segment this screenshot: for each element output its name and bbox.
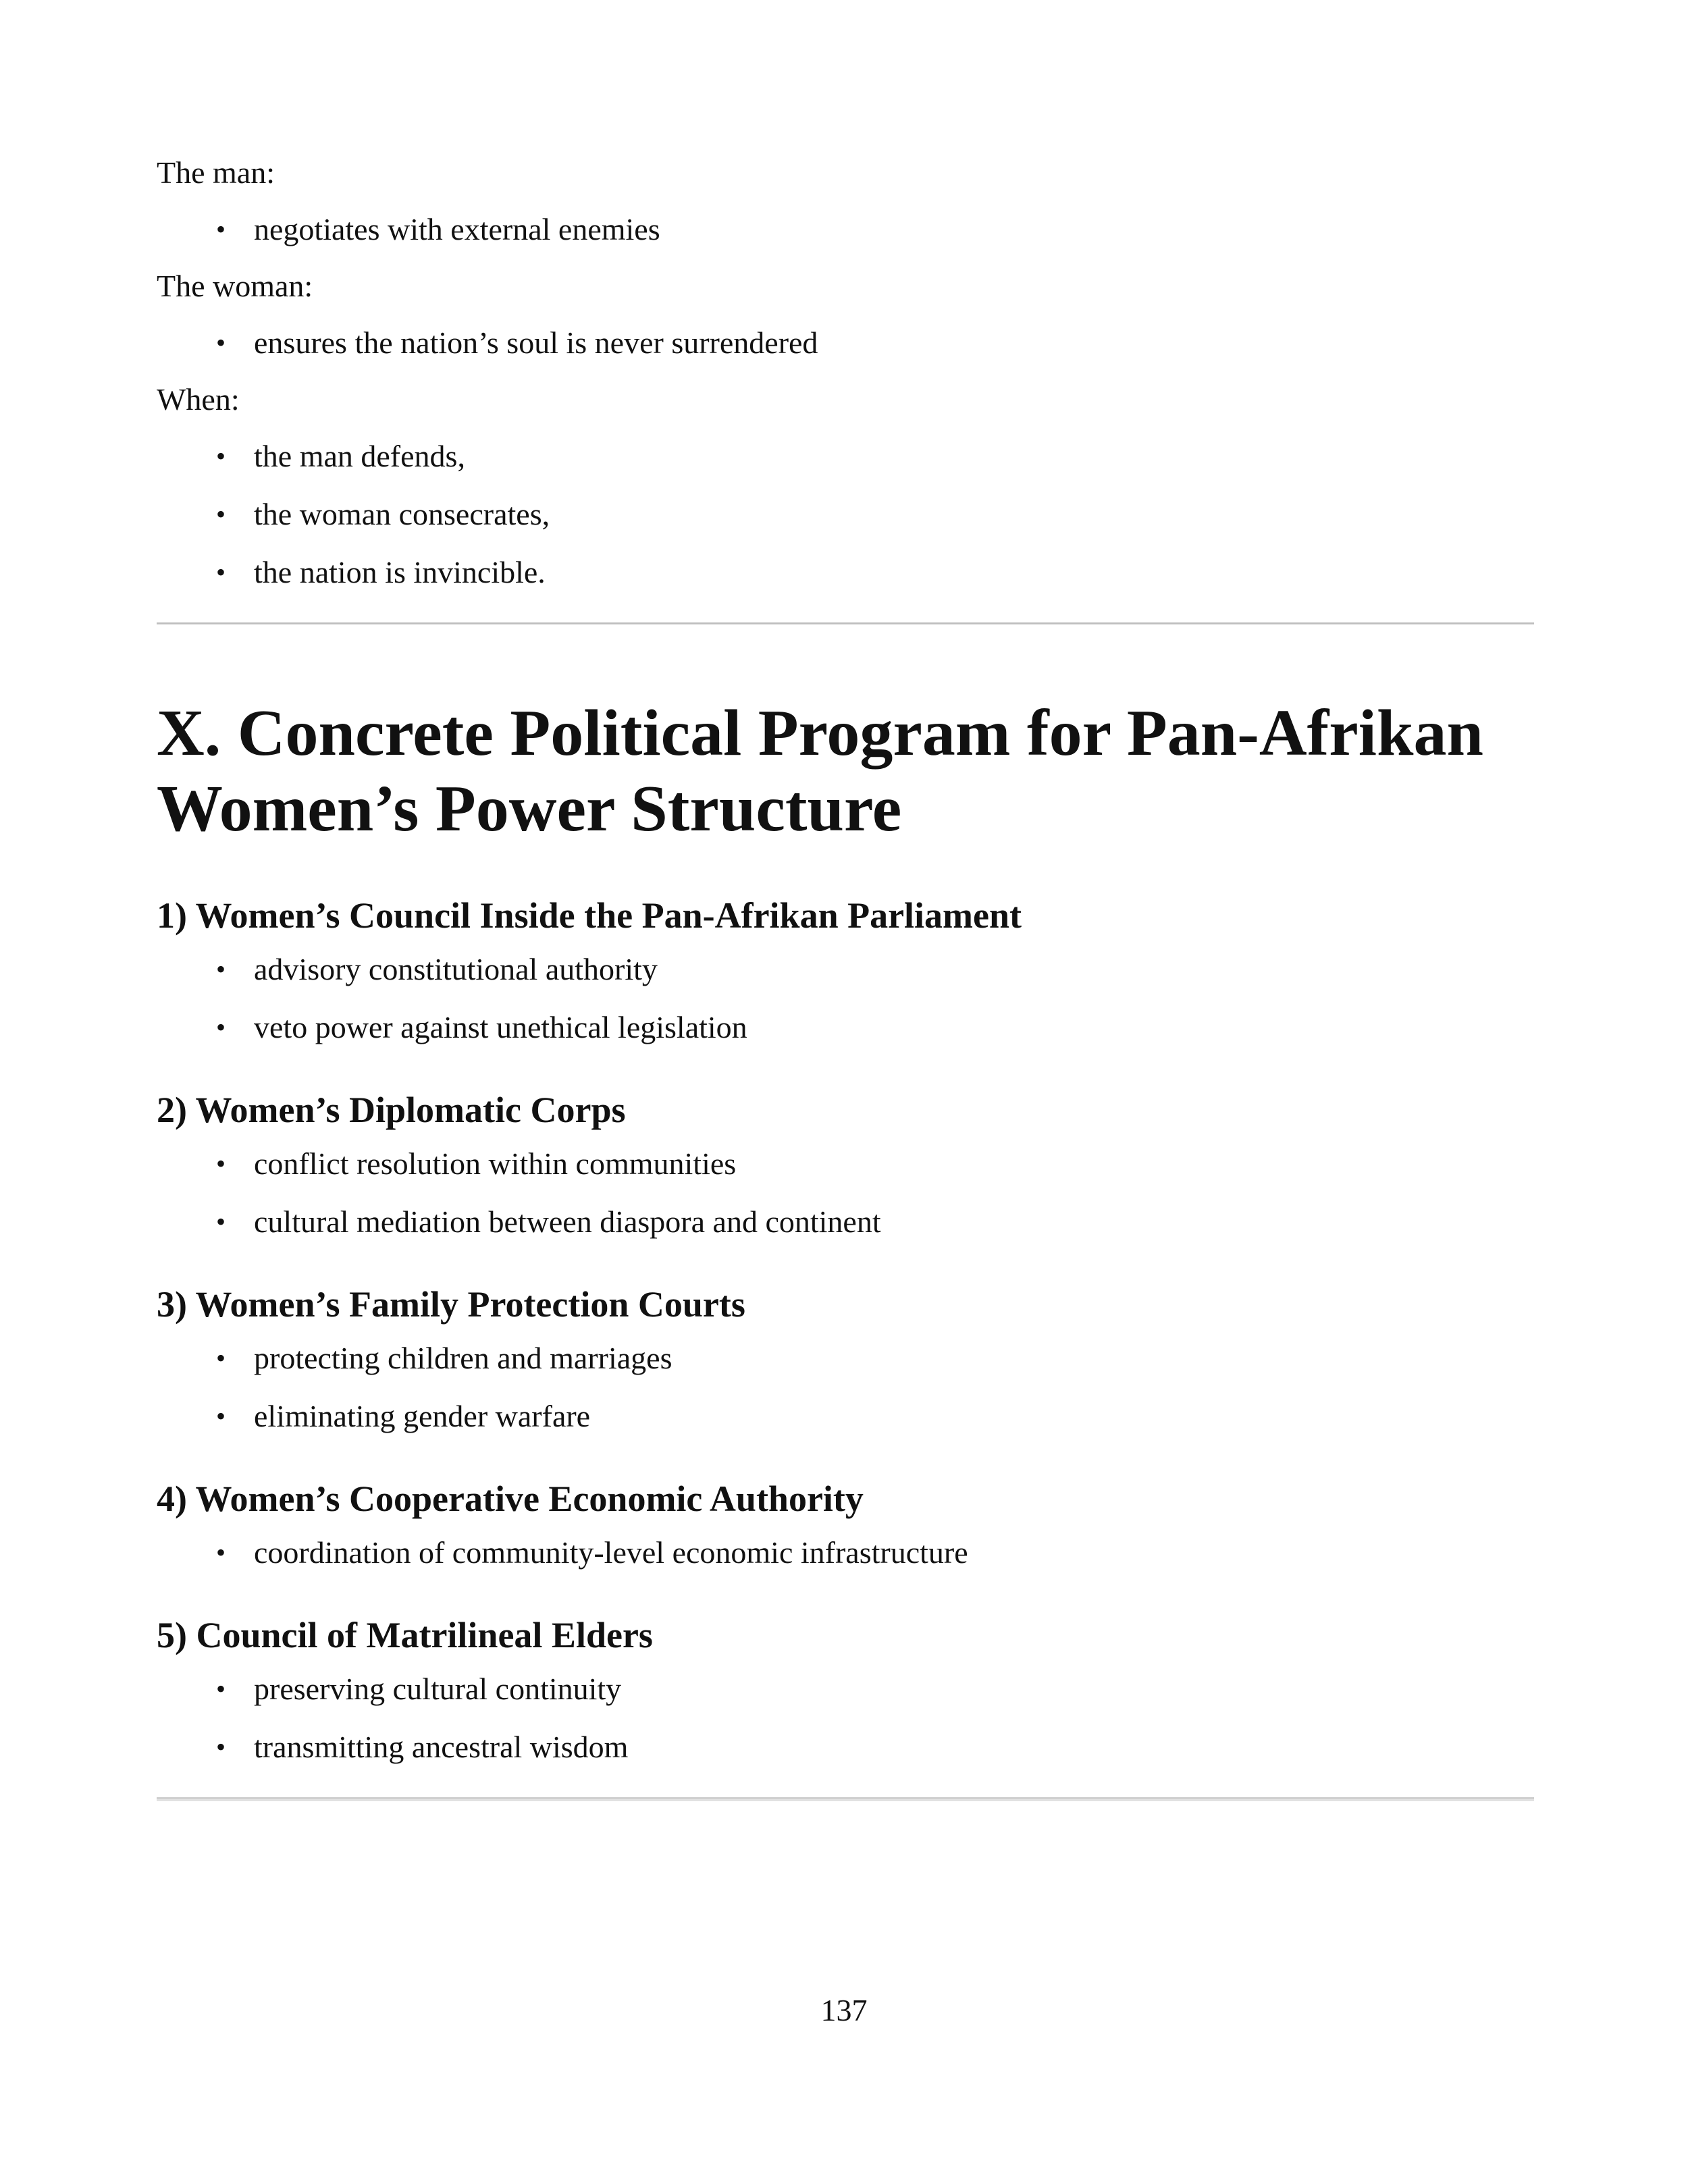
list-item — [157, 951, 1534, 988]
list-item-text: the nation is invincible. — [254, 555, 546, 589]
bullet-list — [157, 211, 1534, 248]
intro-group — [157, 154, 1534, 248]
bullet-icon: • — [216, 1148, 226, 1179]
list-item-text: cultural mediation between diaspora and continent — [254, 1204, 881, 1239]
list-item-text: veto power against unethical legislation — [254, 1010, 747, 1044]
list-item-text: negotiates with external enemies — [254, 212, 660, 246]
list-item — [157, 1670, 1534, 1708]
list-item — [157, 1203, 1534, 1241]
page-number: 137 — [820, 1993, 868, 2027]
list-item — [157, 1009, 1534, 1046]
bullet-icon: • — [216, 1732, 226, 1762]
bullet-icon: • — [216, 954, 226, 984]
list-item — [157, 1728, 1534, 1766]
list-item-text: the man defends, — [254, 439, 465, 473]
bullet-list — [157, 951, 1534, 1046]
intro-label: When: — [157, 382, 240, 417]
bullet-list — [157, 1534, 1534, 1572]
list-item — [157, 1145, 1534, 1183]
bullet-icon: • — [216, 1674, 226, 1704]
list-item-text: transmitting ancestral wisdom — [254, 1730, 629, 1764]
bullet-icon: • — [216, 214, 226, 244]
bullet-icon: • — [216, 499, 226, 529]
bullet-list — [157, 1339, 1534, 1435]
list-item — [157, 437, 1534, 475]
list-item — [157, 1534, 1534, 1572]
bullet-icon: • — [216, 1206, 226, 1237]
list-item — [157, 211, 1534, 248]
bullet-list — [157, 1670, 1534, 1766]
bullet-list — [157, 437, 1534, 591]
horizontal-divider — [157, 622, 1534, 625]
list-item — [157, 554, 1534, 591]
list-item — [157, 1339, 1534, 1377]
list-item-text: coordination of community-level economic infrastructure — [254, 1535, 968, 1570]
subsection — [157, 1477, 1534, 1572]
bullet-icon: • — [216, 441, 226, 471]
list-item — [157, 324, 1534, 362]
subsections — [157, 894, 1534, 1766]
subsection-heading: 2) Women’s Diplomatic Corps — [157, 1090, 626, 1130]
horizontal-divider — [157, 1797, 1534, 1801]
list-item-text: conflict resolution within communities — [254, 1146, 737, 1181]
subsection-heading: 4) Women’s Cooperative Economic Authority — [157, 1479, 864, 1519]
page-content — [157, 154, 1534, 1801]
subsection — [157, 1283, 1534, 1435]
list-item-text: eliminating gender warfare — [254, 1399, 591, 1433]
bullet-icon: • — [216, 1401, 226, 1431]
list-item-text: advisory constitutional authority — [254, 952, 658, 986]
intro-block — [157, 154, 1534, 591]
list-item-text: preserving cultural continuity — [254, 1672, 622, 1706]
subsection-heading: 1) Women’s Council Inside the Pan-Afrikan Parliament — [157, 895, 1022, 936]
intro-group — [157, 267, 1534, 362]
subsection-heading: 3) Women’s Family Protection Courts — [157, 1284, 745, 1325]
section-title: X. Concrete Political Program for Pan-Afrikan Women’s Power Structure — [157, 697, 1484, 845]
bullet-list — [157, 1145, 1534, 1241]
subsection-heading: 5) Council of Matrilineal Elders — [157, 1615, 653, 1655]
list-item-text: ensures the nation’s soul is never surrendered — [254, 325, 818, 360]
list-item — [157, 1397, 1534, 1435]
intro-label: The woman: — [157, 269, 313, 303]
subsection — [157, 1088, 1534, 1241]
bullet-icon: • — [216, 327, 226, 358]
bullet-icon: • — [216, 1537, 226, 1568]
bullet-icon: • — [216, 1343, 226, 1373]
bullet-list — [157, 324, 1534, 362]
intro-group — [157, 381, 1534, 591]
intro-label: The man: — [157, 155, 275, 190]
subsection — [157, 894, 1534, 1046]
list-item-text: protecting children and marriages — [254, 1341, 672, 1375]
subsection — [157, 1614, 1534, 1766]
list-item-text: the woman consecrates, — [254, 497, 550, 531]
list-item — [157, 496, 1534, 533]
bullet-icon: • — [216, 1012, 226, 1042]
bullet-icon: • — [216, 557, 226, 587]
